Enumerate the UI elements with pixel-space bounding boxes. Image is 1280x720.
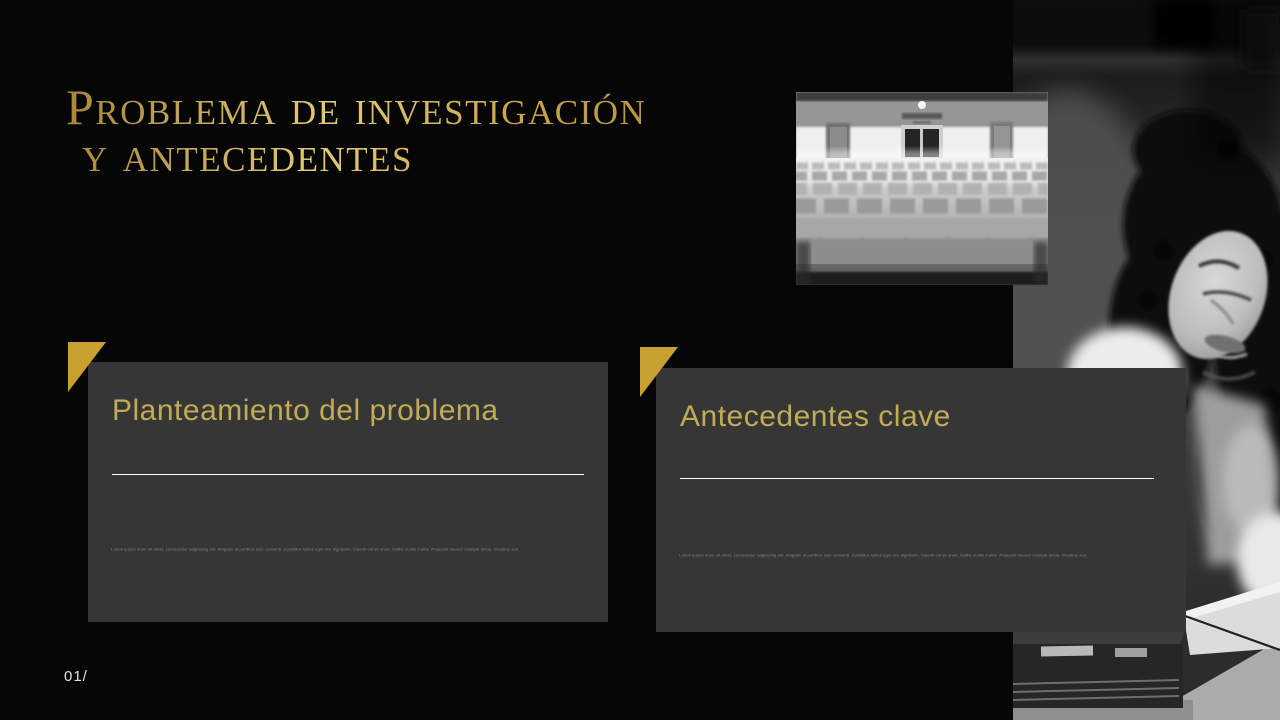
corner-accent-triangle [640,347,678,397]
corner-accent-triangle [68,342,106,392]
card-heading: Antecedentes clave [680,400,951,433]
card-heading: Planteamiento del problema [112,394,499,427]
card-body-text: Lorem ipsum dolor sit amet, consectetur adipiscing elit. Aliquam at porttitor sem conventi. Curabitur luctus eget nisl dignissim, blandit elit sit amet, mattis mollis mattis. Praesent laoreet volutpat tellus. Vivamus sed. [679,553,1088,558]
title-line-1: Problema de investigación [66,79,647,135]
divider-rule [680,478,1154,479]
slide-title [66,79,647,182]
divider-rule [112,474,584,475]
card-antecedentes [656,368,1186,632]
card-body-text: Lorem ipsum dolor sit amet, consectetur adipiscing elit. Aliquam at porttitor sem conventi. Curabitur luctus eget nisl dignissim, blandit elit sit amet, mattis mollis mattis. Praesent laoreet volutpat tellus. Vivamus sed. [111,547,520,552]
page-number: 01/ [64,668,88,685]
title-line-2: y antecedentes [82,126,413,182]
card-planteamiento [88,362,608,622]
auditorium-photo [796,92,1048,285]
